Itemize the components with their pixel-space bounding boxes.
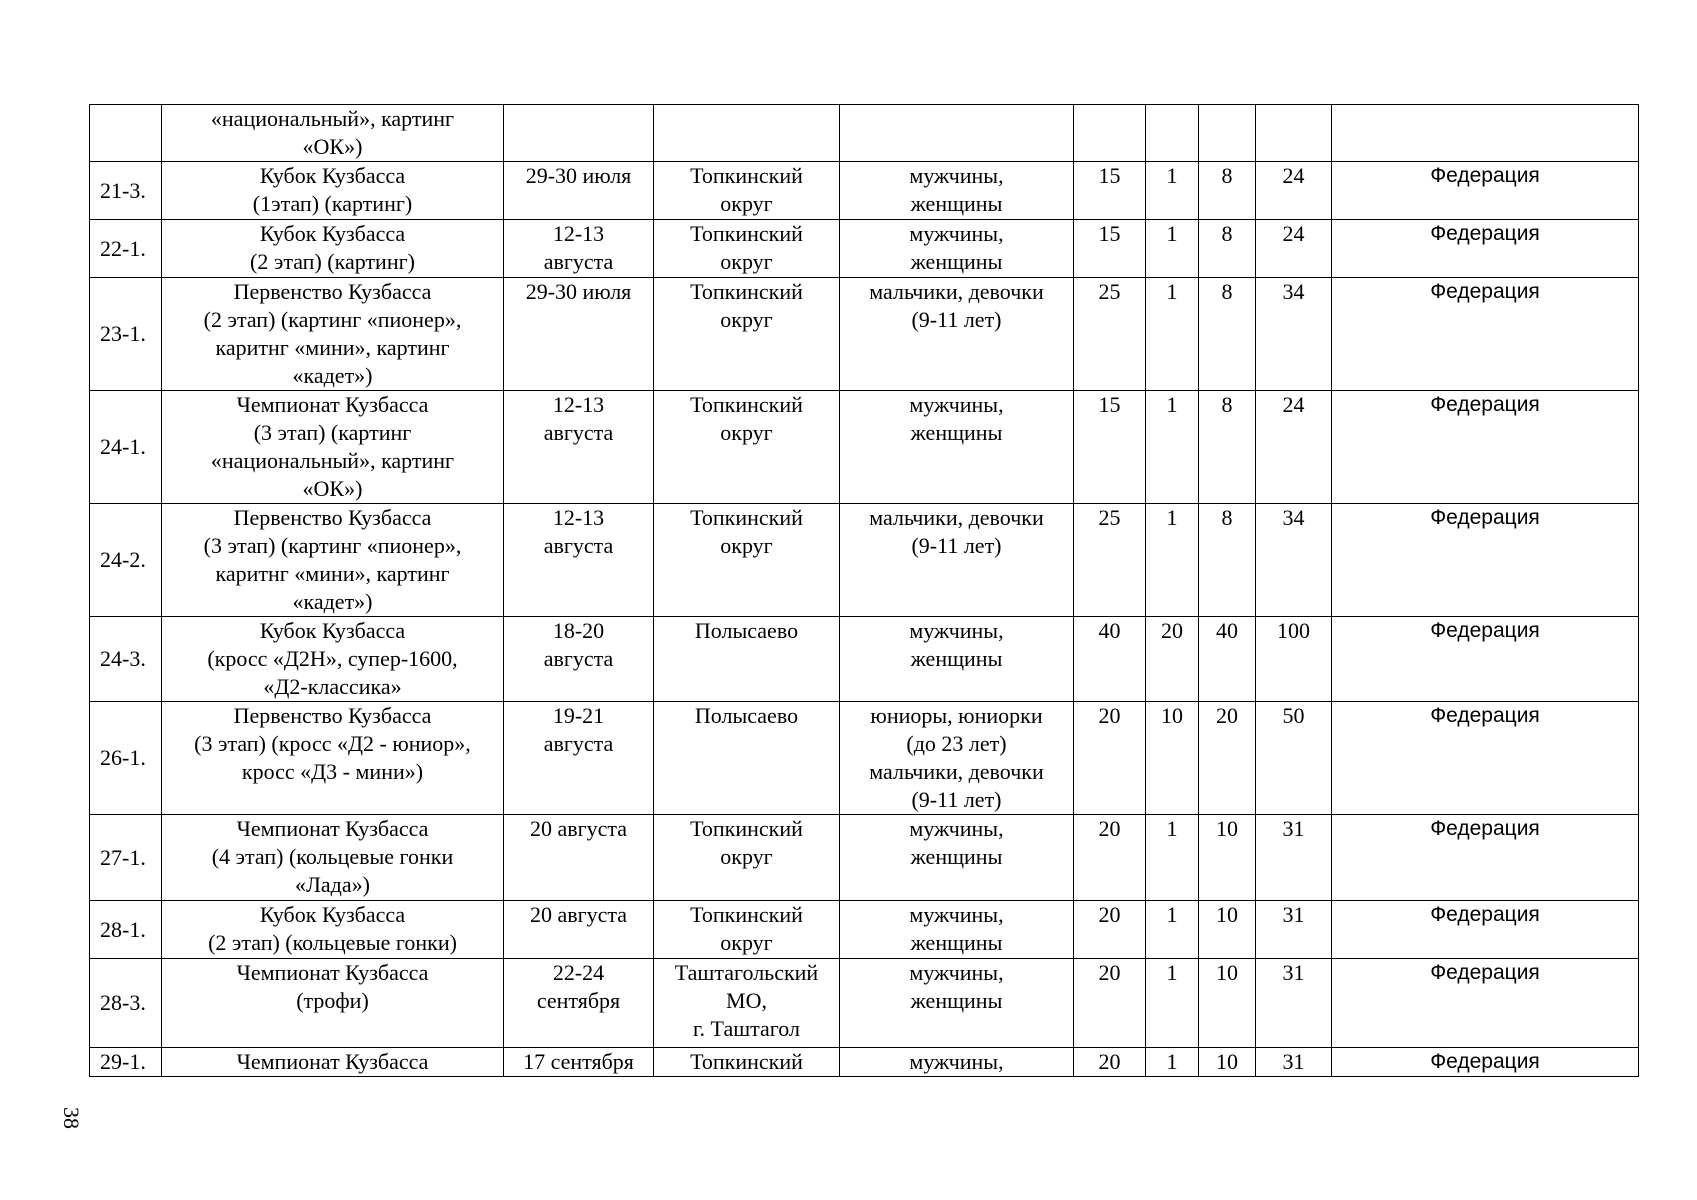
- table-row: [90, 162, 1639, 220]
- cell-line: мальчики, девочки: [869, 279, 1044, 304]
- cell-line: 17 сентября: [523, 1049, 634, 1074]
- table-row: [90, 702, 1639, 815]
- table-row: [90, 959, 1639, 1048]
- cell-line: 12-13: [552, 392, 605, 417]
- date-cell: [504, 391, 654, 504]
- place-cell: [654, 959, 840, 1048]
- cell-line: (3 этап) (картинг: [253, 420, 412, 445]
- count-cell-c3: 10: [1199, 1048, 1256, 1077]
- cell-line: округ: [720, 249, 773, 274]
- count-cell-c2: 1: [1146, 959, 1199, 1048]
- organizer-cell: Федерация: [1332, 391, 1639, 504]
- count-cell-c1: 40: [1074, 617, 1146, 702]
- event-name-cell: [162, 278, 504, 391]
- event-name-cell: [162, 617, 504, 702]
- date-cell: [504, 220, 654, 278]
- cell-line: «ОК»): [302, 476, 363, 501]
- row-number-cell: 24-2.: [90, 504, 162, 617]
- cell-line: 18-20: [552, 618, 605, 643]
- cell-line: «кадет»): [292, 363, 373, 388]
- page-number: 38: [59, 1107, 84, 1129]
- cell-line: августа: [543, 731, 614, 756]
- cell-line: мужчины,: [909, 618, 1004, 643]
- cell-line: женщины: [910, 191, 1003, 216]
- count-cell-c3: 8: [1199, 162, 1256, 220]
- date-cell: [504, 105, 654, 162]
- cell-line: (2 этап) (кольцевые гонки): [208, 930, 457, 955]
- count-cell-c1: 25: [1074, 504, 1146, 617]
- cell-line: округ: [720, 307, 773, 332]
- count-cell-c4: [1256, 105, 1332, 162]
- cell-line: Топкинский: [690, 163, 803, 188]
- cell-line: женщины: [910, 420, 1003, 445]
- table-row: [90, 617, 1639, 702]
- cell-line: г. Таштагол: [693, 1016, 800, 1041]
- organizer-cell: Федерация: [1332, 901, 1639, 959]
- count-cell-c3: [1199, 105, 1256, 162]
- cell-line: мальчики, девочки: [869, 759, 1044, 784]
- count-cell-c4: 24: [1256, 391, 1332, 504]
- cell-line: Топкинский: [690, 902, 803, 927]
- cell-line: женщины: [910, 844, 1003, 869]
- count-cell-c4: 24: [1256, 162, 1332, 220]
- count-cell-c1: 15: [1074, 391, 1146, 504]
- cell-line: сентября: [536, 988, 621, 1013]
- count-cell-c1: 20: [1074, 1048, 1146, 1077]
- table-row: [90, 391, 1639, 504]
- place-cell: [654, 220, 840, 278]
- participants-cell: [840, 504, 1074, 617]
- cell-line: округ: [720, 930, 773, 955]
- row-number-cell: 28-3.: [90, 959, 162, 1048]
- count-cell-c3: 8: [1199, 391, 1256, 504]
- cell-line: Первенство Кузбасса: [233, 703, 432, 728]
- row-number-cell: 23-1.: [90, 278, 162, 391]
- row-number-cell: 27-1.: [90, 815, 162, 901]
- event-name-cell: [162, 901, 504, 959]
- count-cell-c1: 20: [1074, 901, 1146, 959]
- place-cell: [654, 702, 840, 815]
- organizer-cell: Федерация: [1332, 1048, 1639, 1077]
- count-cell-c1: 15: [1074, 220, 1146, 278]
- place-cell: [654, 105, 840, 162]
- date-cell: [504, 815, 654, 901]
- cell-line: Таштагольский: [674, 960, 819, 985]
- count-cell-c1: [1074, 105, 1146, 162]
- cell-line: Топкинский: [690, 1049, 803, 1074]
- count-cell-c2: 1: [1146, 815, 1199, 901]
- event-name-cell: [162, 1048, 504, 1077]
- participants-cell: [840, 901, 1074, 959]
- event-name-cell: [162, 959, 504, 1048]
- cell-line: Полысаево: [694, 703, 799, 728]
- cell-line: Чемпионат Кузбасса: [236, 816, 429, 841]
- cell-line: округ: [720, 533, 773, 558]
- cell-line: августа: [543, 646, 614, 671]
- count-cell-c4: 31: [1256, 901, 1332, 959]
- cell-line: женщины: [910, 249, 1003, 274]
- date-cell: [504, 278, 654, 391]
- cell-line: кросс «Д3 - мини»): [241, 759, 424, 784]
- row-number-cell: 24-1.: [90, 391, 162, 504]
- organizer-cell: [1332, 105, 1639, 162]
- cell-line: МО,: [726, 988, 767, 1013]
- cell-line: (9-11 лет): [911, 533, 1002, 558]
- row-number-cell: 28-1.: [90, 901, 162, 959]
- cell-line: 20 августа: [529, 816, 628, 841]
- date-cell: [504, 617, 654, 702]
- organizer-cell: Федерация: [1332, 815, 1639, 901]
- cell-line: (3 этап) (картинг «пионер»,: [203, 533, 462, 558]
- cell-line: округ: [720, 191, 773, 216]
- row-number-cell: 24-3.: [90, 617, 162, 702]
- count-cell-c2: 1: [1146, 391, 1199, 504]
- event-name-cell: [162, 162, 504, 220]
- event-name-cell: [162, 702, 504, 815]
- cell-line: юниоры, юниорки: [870, 703, 1043, 728]
- cell-line: 20 августа: [529, 902, 628, 927]
- row-number-cell: 21-3.: [90, 162, 162, 220]
- cell-line: 29-30 июля: [525, 163, 632, 188]
- cell-line: «национальный», картинг: [210, 448, 455, 473]
- count-cell-c4: 50: [1256, 702, 1332, 815]
- count-cell-c3: 10: [1199, 815, 1256, 901]
- table-row: [90, 901, 1639, 959]
- place-cell: [654, 162, 840, 220]
- cell-line: (трофи): [296, 988, 369, 1013]
- cell-line: (9-11 лет): [911, 307, 1002, 332]
- count-cell-c1: 15: [1074, 162, 1146, 220]
- cell-line: (3 этап) (кросс «Д2 - юниор»,: [194, 731, 471, 756]
- participants-cell: [840, 278, 1074, 391]
- cell-line: «Д2-классика»: [263, 674, 402, 699]
- cell-line: мужчины,: [909, 960, 1004, 985]
- count-cell-c1: 20: [1074, 815, 1146, 901]
- place-cell: [654, 278, 840, 391]
- cell-line: (2 этап) (картинг «пионер»,: [203, 307, 462, 332]
- event-name-cell: [162, 105, 504, 162]
- date-cell: [504, 959, 654, 1048]
- cell-line: мужчины,: [909, 902, 1004, 927]
- table-row: [90, 1048, 1639, 1077]
- count-cell-c3: 8: [1199, 220, 1256, 278]
- participants-cell: [840, 220, 1074, 278]
- table-row: [90, 815, 1639, 901]
- cell-line: «национальный», картинг: [210, 106, 455, 131]
- cell-line: 22-24: [552, 960, 605, 985]
- cell-line: (до 23 лет): [906, 731, 1007, 756]
- cell-line: округ: [720, 844, 773, 869]
- participants-cell: [840, 959, 1074, 1048]
- cell-line: Чемпионат Кузбасса: [236, 1049, 429, 1074]
- cell-line: Топкинский: [690, 279, 803, 304]
- event-name-cell: [162, 815, 504, 901]
- date-cell: [504, 702, 654, 815]
- count-cell-c3: 10: [1199, 901, 1256, 959]
- count-cell-c3: 8: [1199, 504, 1256, 617]
- place-cell: [654, 815, 840, 901]
- organizer-cell: Федерация: [1332, 702, 1639, 815]
- cell-line: Первенство Кузбасса: [233, 505, 432, 530]
- cell-line: Кубок Кузбасса: [259, 163, 406, 188]
- organizer-cell: Федерация: [1332, 504, 1639, 617]
- table-row: [90, 105, 1639, 162]
- event-name-cell: [162, 220, 504, 278]
- count-cell-c4: 31: [1256, 959, 1332, 1048]
- count-cell-c1: 25: [1074, 278, 1146, 391]
- cell-line: мужчины,: [909, 392, 1004, 417]
- cell-line: Чемпионат Кузбасса: [236, 392, 429, 417]
- cell-line: (4 этап) (кольцевые гонки: [211, 844, 454, 869]
- cell-line: Топкинский: [690, 816, 803, 841]
- cell-line: мужчины,: [909, 1049, 1004, 1074]
- cell-line: 12-13: [552, 221, 605, 246]
- participants-cell: [840, 391, 1074, 504]
- schedule-table: [89, 104, 1639, 1077]
- count-cell-c2: 1: [1146, 901, 1199, 959]
- event-name-cell: [162, 504, 504, 617]
- count-cell-c4: 34: [1256, 278, 1332, 391]
- row-number-cell: 26-1.: [90, 702, 162, 815]
- count-cell-c2: 1: [1146, 1048, 1199, 1077]
- cell-line: (9-11 лет): [911, 787, 1002, 812]
- cell-line: женщины: [910, 646, 1003, 671]
- date-cell: [504, 162, 654, 220]
- cell-line: «ОК»): [302, 134, 363, 159]
- participants-cell: [840, 815, 1074, 901]
- count-cell-c2: 1: [1146, 504, 1199, 617]
- cell-line: Топкинский: [690, 221, 803, 246]
- date-cell: [504, 504, 654, 617]
- count-cell-c3: 40: [1199, 617, 1256, 702]
- place-cell: [654, 504, 840, 617]
- event-name-cell: [162, 391, 504, 504]
- count-cell-c4: 31: [1256, 815, 1332, 901]
- cell-line: женщины: [910, 988, 1003, 1013]
- row-number-cell: [90, 105, 162, 162]
- participants-cell: [840, 1048, 1074, 1077]
- count-cell-c2: 10: [1146, 702, 1199, 815]
- cell-line: августа: [543, 420, 614, 445]
- cell-line: (2 этап) (картинг): [250, 249, 415, 274]
- cell-line: каритнг «мини», картинг: [215, 561, 450, 586]
- cell-line: мужчины,: [909, 221, 1004, 246]
- date-cell: [504, 1048, 654, 1077]
- cell-line: Полысаево: [694, 618, 799, 643]
- count-cell-c4: 24: [1256, 220, 1332, 278]
- cell-line: мальчики, девочки: [869, 505, 1044, 530]
- organizer-cell: Федерация: [1332, 617, 1639, 702]
- count-cell-c1: 20: [1074, 959, 1146, 1048]
- organizer-cell: Федерация: [1332, 162, 1639, 220]
- cell-line: 19-21: [552, 703, 605, 728]
- organizer-cell: Федерация: [1332, 220, 1639, 278]
- cell-line: женщины: [910, 930, 1003, 955]
- count-cell-c3: 10: [1199, 959, 1256, 1048]
- table-row: [90, 504, 1639, 617]
- count-cell-c2: 1: [1146, 162, 1199, 220]
- row-number-cell: 22-1.: [90, 220, 162, 278]
- participants-cell: [840, 162, 1074, 220]
- cell-line: Кубок Кузбасса: [259, 221, 406, 246]
- count-cell-c3: 8: [1199, 278, 1256, 391]
- count-cell-c1: 20: [1074, 702, 1146, 815]
- cell-line: «кадет»): [292, 589, 373, 614]
- cell-line: Топкинский: [690, 392, 803, 417]
- place-cell: [654, 901, 840, 959]
- count-cell-c3: 20: [1199, 702, 1256, 815]
- count-cell-c2: 1: [1146, 220, 1199, 278]
- place-cell: [654, 1048, 840, 1077]
- place-cell: [654, 617, 840, 702]
- place-cell: [654, 391, 840, 504]
- count-cell-c2: 1: [1146, 278, 1199, 391]
- cell-line: (кросс «Д2Н», супер-1600,: [207, 646, 458, 671]
- participants-cell: [840, 105, 1074, 162]
- cell-line: 12-13: [552, 505, 605, 530]
- table-body: [90, 105, 1639, 1077]
- cell-line: мужчины,: [909, 816, 1004, 841]
- cell-line: августа: [543, 533, 614, 558]
- count-cell-c4: 100: [1256, 617, 1332, 702]
- cell-line: 29-30 июля: [525, 279, 632, 304]
- cell-line: Первенство Кузбасса: [233, 279, 432, 304]
- organizer-cell: Федерация: [1332, 959, 1639, 1048]
- table-row: [90, 278, 1639, 391]
- count-cell-c4: 34: [1256, 504, 1332, 617]
- row-number-cell: 29-1.: [90, 1048, 162, 1077]
- cell-line: каритнг «мини», картинг: [215, 335, 450, 360]
- cell-line: Топкинский: [690, 505, 803, 530]
- participants-cell: [840, 617, 1074, 702]
- cell-line: Чемпионат Кузбасса: [236, 960, 429, 985]
- cell-line: Кубок Кузбасса: [259, 902, 406, 927]
- cell-line: «Лада»): [295, 872, 370, 897]
- table-row: [90, 220, 1639, 278]
- count-cell-c2: [1146, 105, 1199, 162]
- cell-line: Кубок Кузбасса: [259, 618, 406, 643]
- participants-cell: [840, 702, 1074, 815]
- count-cell-c2: 20: [1146, 617, 1199, 702]
- cell-line: (1этап) (картинг): [252, 191, 413, 216]
- count-cell-c4: 31: [1256, 1048, 1332, 1077]
- cell-line: августа: [543, 249, 614, 274]
- cell-line: мужчины,: [909, 163, 1004, 188]
- cell-line: округ: [720, 420, 773, 445]
- date-cell: [504, 901, 654, 959]
- organizer-cell: Федерация: [1332, 278, 1639, 391]
